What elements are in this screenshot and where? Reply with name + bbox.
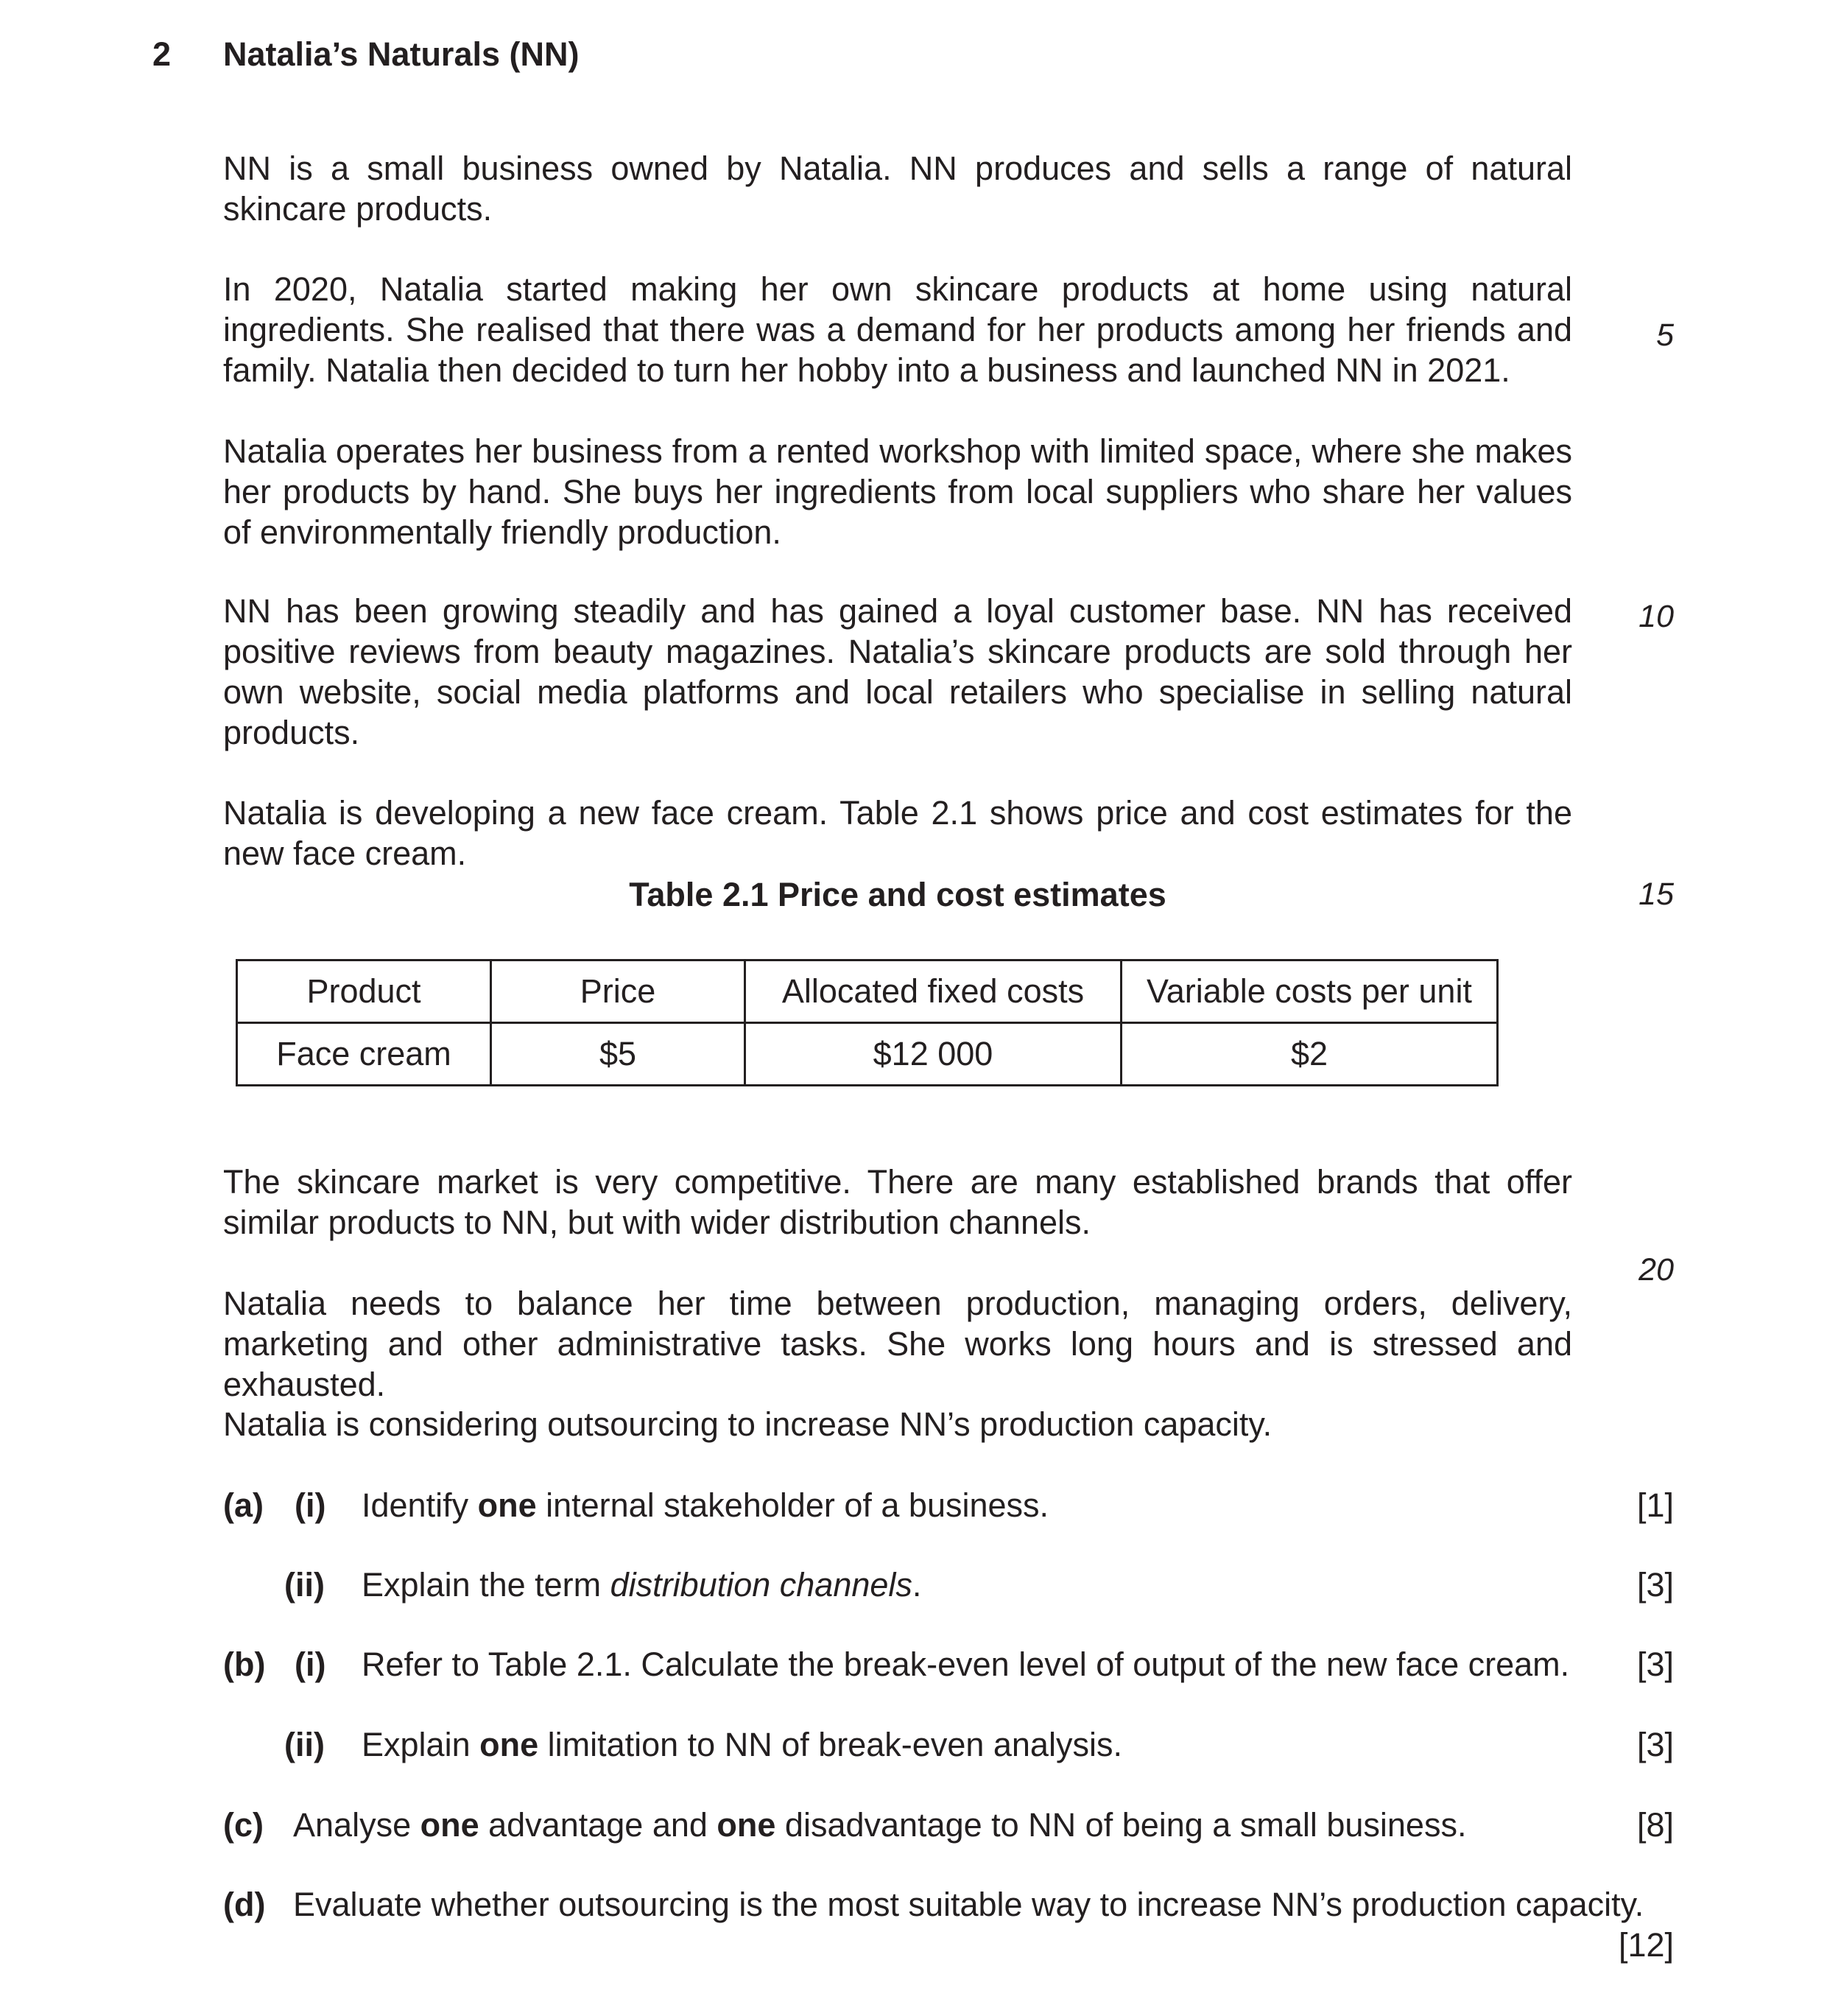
mark-b-ii: [3] [1636,1726,1674,1763]
question-a-ii: Explain the term distribution channels. [362,1566,922,1604]
paragraph-intro: NN is a small business owned by Natalia. NN produces and sells a range of natural skincare products. [223,150,1572,228]
line-number: 20 [1638,1252,1674,1288]
line-number: 5 [1656,317,1674,353]
question-c: Analyse one advantage and one disadvantage to NN of being a small business. [293,1806,1467,1844]
paragraph-face-cream: Natalia is developing a new face cream. Table 2.1 shows price and cost estimates for the new face cream. [223,794,1572,872]
subpart-label-b-i: (i) [295,1646,326,1683]
paragraph-growth: NN has been growing steadily and has gained a loyal customer base. NN has received positive reviews from beauty magazines. Natalia’s skincare products are sold through her own website, social media platforms and local retailers who specialise in selling natural products. [223,592,1572,751]
paragraph-history: In 2020, Natalia started making her own skincare products at home using natural ingredients. She realised that there was a demand for her products among her friends and family. Natalia then decided to turn her hobby into a business and launched NN in 2021. [223,270,1572,389]
table-caption: Table 2.1 Price and cost estimates [629,876,1166,913]
part-label-c: (c) [223,1806,264,1844]
table-header: Price [491,960,745,1023]
table-cell: $5 [491,1023,745,1086]
paragraph-market: The skincare market is very competitive. There are many established brands that offer similar products to NN, but with wider distribution channels. [223,1163,1572,1241]
question-number: 2 [152,35,172,73]
question-title: Natalia’s Naturals (NN) [223,35,580,73]
mark-b-i: [3] [1636,1646,1674,1683]
table-cell: Face cream [237,1023,491,1086]
table-header: Variable costs per unit [1122,960,1498,1023]
paragraph-workshop: Natalia operates her business from a rented workshop with limited space, where she makes her products by hand. She buys her ingredients from local suppliers who share her values of environmentally friendly production. [223,432,1572,551]
question-a-i: Identify one internal stakeholder of a business. [362,1486,1049,1524]
table-header: Product [237,960,491,1023]
line-number: 15 [1638,877,1674,912]
price-cost-table [236,959,1499,1086]
part-label-a: (a) [223,1486,264,1524]
mark-c: [8] [1636,1806,1674,1844]
paragraph-workload: Natalia needs to balance her time between production, managing orders, delivery, marketing and other administrative tasks. She works long hours and is stressed and exhausted. [223,1285,1572,1403]
table-header-row [237,960,1498,1023]
subpart-label-a-ii: (ii) [284,1566,325,1604]
line-number: 10 [1638,599,1674,634]
paragraph-outsourcing: Natalia is considering outsourcing to increase NN’s production capacity. [223,1405,1272,1443]
mark-a-i: [1] [1636,1486,1674,1524]
part-label-d: (d) [223,1886,266,1923]
table-cell: $12 000 [745,1023,1122,1086]
mark-d: [12] [1618,1926,1674,1964]
mark-a-ii: [3] [1636,1566,1674,1604]
table-cell: $2 [1122,1023,1498,1086]
subpart-label-a-i: (i) [295,1486,326,1524]
question-b-ii: Explain one limitation to NN of break-even analysis. [362,1726,1122,1763]
table-row [237,1023,1498,1086]
subpart-label-b-ii: (ii) [284,1726,325,1763]
question-d: Evaluate whether outsourcing is the most suitable way to increase NN’s production capacity. [293,1886,1644,1923]
table-header: Allocated fixed costs [745,960,1122,1023]
question-b-i: Refer to Table 2.1. Calculate the break-even level of output of the new face cream. [362,1646,1570,1683]
part-label-b: (b) [223,1646,266,1683]
